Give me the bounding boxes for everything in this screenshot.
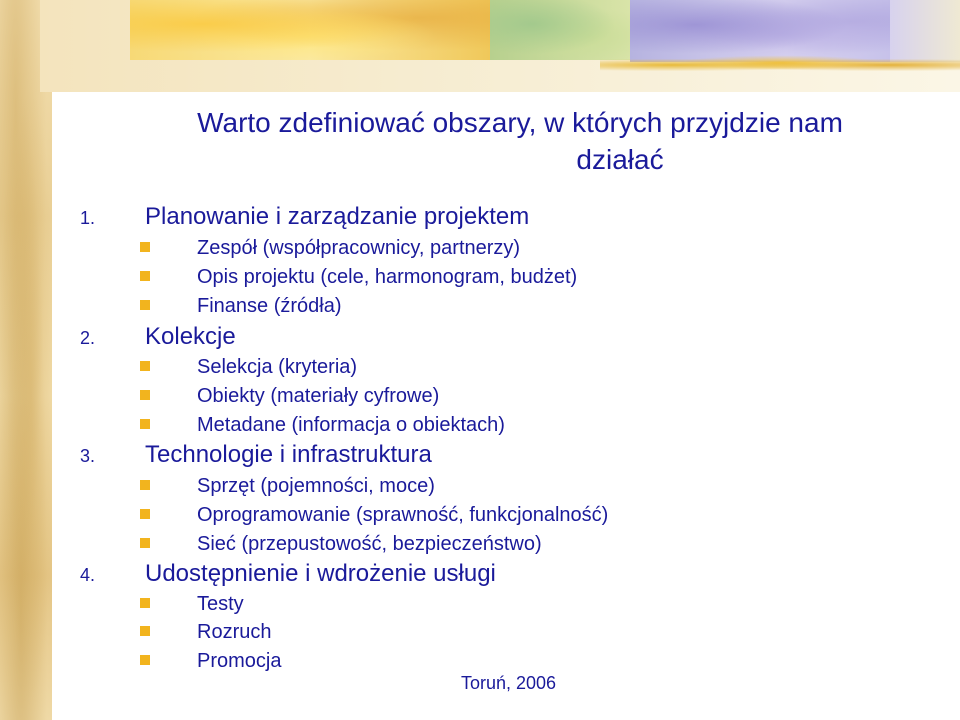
list-item bbox=[140, 647, 281, 675]
decorative-banner-image bbox=[630, 0, 890, 62]
square-bullet-icon bbox=[140, 271, 150, 281]
list-item bbox=[140, 472, 435, 500]
section-number: 2. bbox=[80, 328, 96, 348]
square-bullet-icon bbox=[140, 598, 150, 608]
square-bullet-icon bbox=[140, 626, 150, 636]
section-heading-text: Technologie i infrastruktura bbox=[145, 441, 432, 468]
section-heading-text: Udostępnienie i wdrożenie usługi bbox=[145, 560, 496, 587]
list-item bbox=[140, 411, 505, 439]
decorative-banner-image bbox=[490, 0, 630, 60]
section-number: 1. bbox=[80, 208, 96, 228]
decorative-left-strip bbox=[0, 0, 52, 720]
square-bullet-icon bbox=[140, 361, 150, 371]
square-bullet-icon bbox=[140, 300, 150, 310]
list-item-text: Opis projektu (cele, harmonogram, budżet) bbox=[197, 266, 578, 288]
list-item-text: Obiekty (materiały cyfrowe) bbox=[197, 385, 440, 407]
section-heading-text: Kolekcje bbox=[145, 323, 236, 350]
list-item bbox=[140, 263, 577, 291]
decorative-banner-image bbox=[130, 0, 490, 60]
section-heading bbox=[80, 202, 529, 233]
section-number: 3. bbox=[80, 446, 96, 466]
section-heading-text: Planowanie i zarządzanie projektem bbox=[145, 203, 530, 230]
square-bullet-icon bbox=[140, 538, 150, 548]
list-item-text: Sprzęt (pojemności, moce) bbox=[197, 475, 435, 497]
section-heading bbox=[80, 440, 432, 471]
list-item bbox=[140, 590, 244, 618]
list-item-text: Finanse (źródła) bbox=[197, 295, 342, 317]
list-item-text: Promocja bbox=[197, 650, 282, 672]
slide-footer: Toruń, 2006 bbox=[461, 673, 557, 693]
list-item-text: Metadane (informacja o obiektach) bbox=[197, 414, 505, 436]
square-bullet-icon bbox=[140, 242, 150, 252]
list-item bbox=[140, 501, 608, 529]
list-item-text: Sieć (przepustowość, bezpieczeństwo) bbox=[197, 533, 542, 555]
list-item bbox=[140, 618, 271, 646]
list-item bbox=[140, 292, 342, 320]
square-bullet-icon bbox=[140, 480, 150, 490]
list-item-text: Selekcja (kryteria) bbox=[197, 356, 358, 378]
square-bullet-icon bbox=[140, 419, 150, 429]
section-heading bbox=[80, 322, 236, 353]
list-item-text: Oprogramowanie (sprawność, funkcjonalność) bbox=[197, 504, 609, 526]
list-item bbox=[140, 234, 520, 262]
list-item-text: Rozruch bbox=[197, 621, 272, 643]
slide-title-line2: działać bbox=[576, 144, 664, 175]
decorative-banner-image bbox=[890, 0, 960, 62]
slide-title-line1: Warto zdefiniować obszary, w których przyjdzie nam bbox=[197, 107, 843, 138]
slide-title bbox=[120, 104, 920, 178]
section-heading bbox=[80, 559, 496, 590]
square-bullet-icon bbox=[140, 509, 150, 519]
list-item bbox=[140, 382, 439, 410]
square-bullet-icon bbox=[140, 390, 150, 400]
square-bullet-icon bbox=[140, 655, 150, 665]
list-item bbox=[140, 353, 357, 381]
list-item bbox=[140, 530, 542, 558]
decorative-leaf-strip bbox=[600, 54, 960, 76]
list-item-text: Zespół (współpracownicy, partnerzy) bbox=[197, 237, 521, 259]
list-item-text: Testy bbox=[197, 593, 244, 615]
section-number: 4. bbox=[80, 565, 96, 585]
